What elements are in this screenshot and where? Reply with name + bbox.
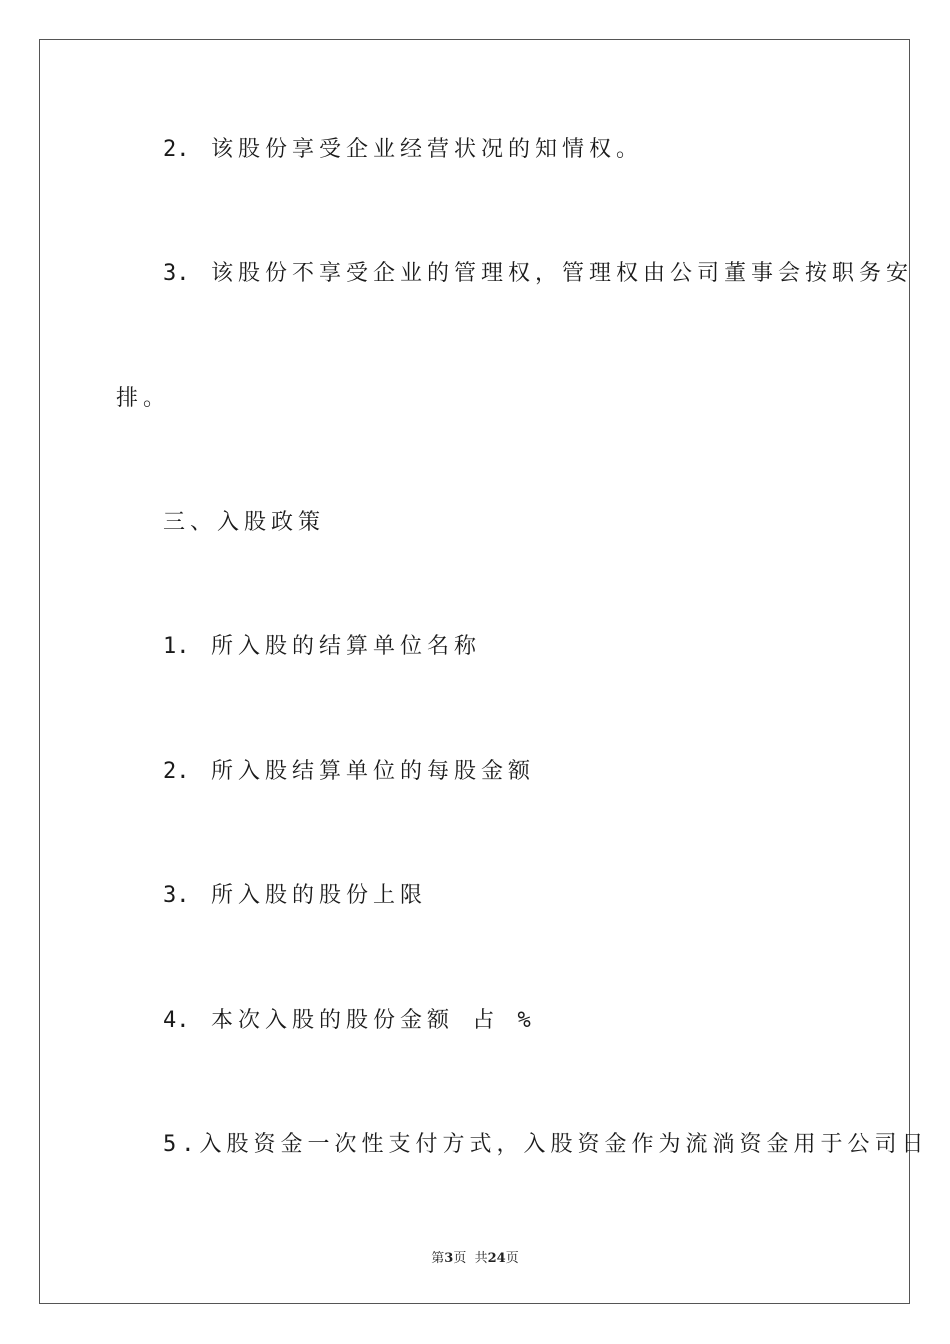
list-number: 3.: [163, 883, 190, 908]
list-item-1: [163, 634, 481, 660]
footer-prefix: 第: [431, 1251, 445, 1266]
total-pages-number: 24: [487, 1251, 506, 1266]
continuation-text: [116, 386, 170, 412]
list-text: 所入股结算单位的每股金额: [211, 759, 536, 784]
list-number: 2.: [163, 759, 190, 784]
list-item-2: [163, 137, 643, 163]
page-footer: [0, 1247, 950, 1266]
list-number: 4.: [163, 1008, 190, 1033]
list-item-3: [163, 261, 913, 287]
list-text: 所入股的股份上限: [211, 883, 428, 908]
list-item-2b: [163, 759, 535, 785]
list-number: 3.: [163, 261, 190, 286]
list-number: 2.: [163, 137, 190, 162]
current-page-number: 3: [444, 1251, 454, 1266]
list-text: 该股份不享受企业的管理权，管理权由公司董事会按职务安: [211, 261, 914, 286]
list-text: 5.入股资金一次性支付方式，入股资金作为流淌资金用于公司日: [163, 1132, 929, 1157]
list-text: 该股份享受企业经营状况的知情权。: [211, 137, 644, 162]
list-item-3b: [163, 883, 427, 909]
list-item-5: [163, 1132, 929, 1158]
footer-suffix: 页: [505, 1251, 519, 1266]
list-text: 本次入股的股份金额 占 %: [211, 1008, 536, 1033]
page-border: [39, 39, 910, 1304]
section-heading: [163, 510, 325, 536]
paragraph-text: 排。: [116, 386, 171, 411]
heading-text: 三、入股政策: [163, 510, 326, 535]
list-number: 1.: [163, 634, 190, 659]
footer-middle: 页 共: [453, 1251, 488, 1266]
list-text: 所入股的结算单位名称: [211, 634, 482, 659]
list-item-4: [163, 1008, 536, 1034]
